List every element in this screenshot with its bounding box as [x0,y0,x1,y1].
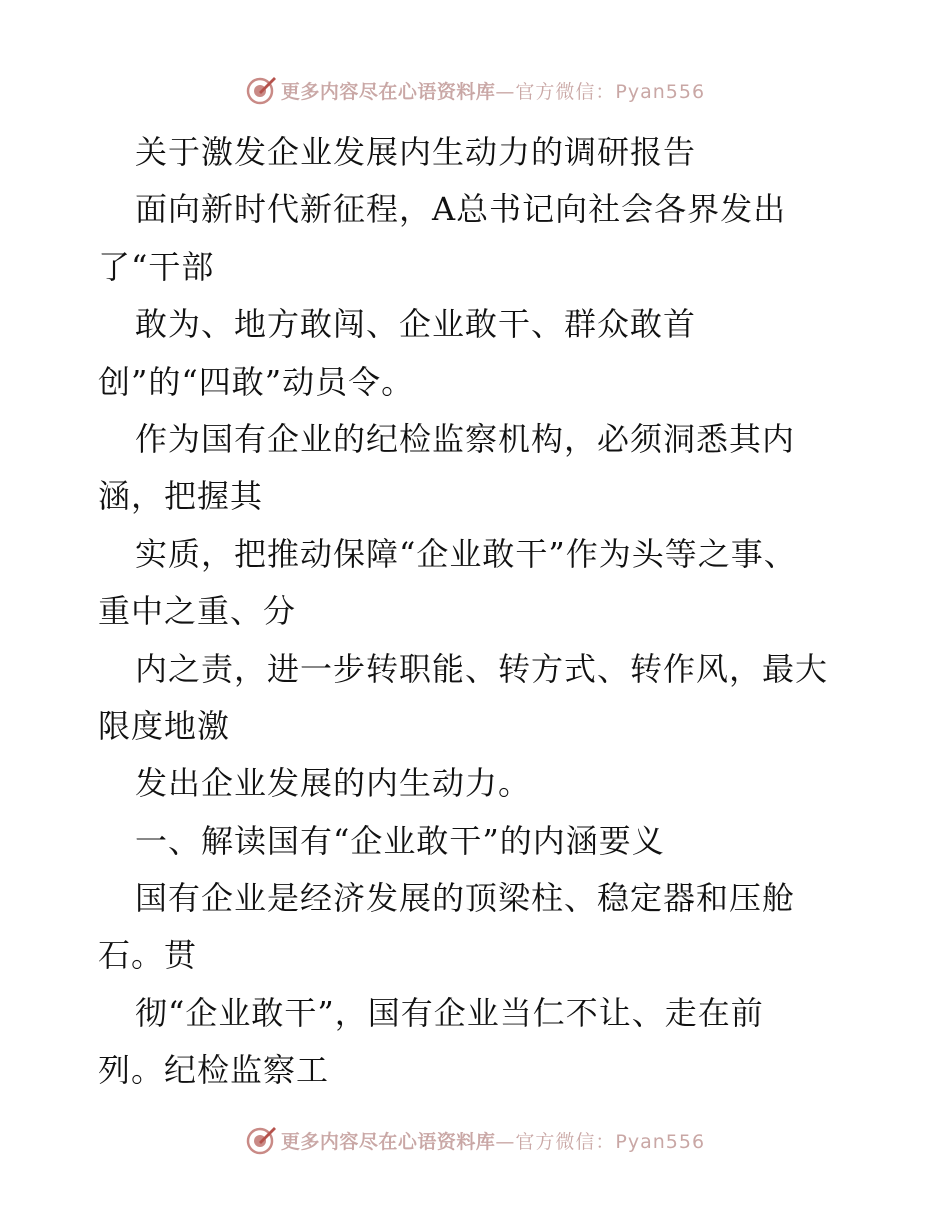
pen-logo-icon [245,1124,277,1156]
banner-contact: —官方微信：Pyan556 [495,80,706,103]
text-line: 内之责，进一步转职能、转方式、转作风，最大 [135,649,829,688]
text-line: 彻“企业敢干”，国有企业当仁不让、走在前 [135,993,764,1032]
text-line: 了“干部 [98,247,215,286]
footer-banner [0,1120,950,1160]
text-line: 列。纪检监察工 [98,1051,330,1090]
banner-contact: —官方微信：Pyan556 [495,1130,706,1153]
text-line: 重中之重、分 [98,592,297,631]
header-banner [0,70,950,110]
text-line: 实质，把推动保障“企业敢干”作为头等之事、 [135,534,797,573]
text-line: 作为国有企业的纪检监察机构，必须洞悉其内 [135,419,796,458]
text-line: 面向新时代新征程，A总书记向社会各界发出 [135,190,787,229]
text-line: 创”的“四敢”动员令。 [98,362,415,401]
banner-text: 更多内容尽在心语资料库 [280,80,496,103]
text-line: 发出企业发展的内生动力。 [135,764,532,803]
text-line: 涵，把握其 [98,477,264,516]
text-line: 石。贯 [98,936,198,975]
text-line: 限度地激 [98,706,231,745]
pen-logo-icon [245,74,277,106]
banner-text: 更多内容尽在心语资料库 [280,1130,496,1153]
text-line: 关于激发企业发展内生动力的调研报告 [135,133,697,171]
text-line: 一、解读国有“企业敢干”的内涵要义 [135,821,665,860]
text-line: 国有企业是经济发展的顶梁柱、稳定器和压舱 [135,879,796,918]
document-body [98,124,898,1100]
text-line: 敢为、地方敢闯、企业敢干、群众敢首 [135,305,697,344]
